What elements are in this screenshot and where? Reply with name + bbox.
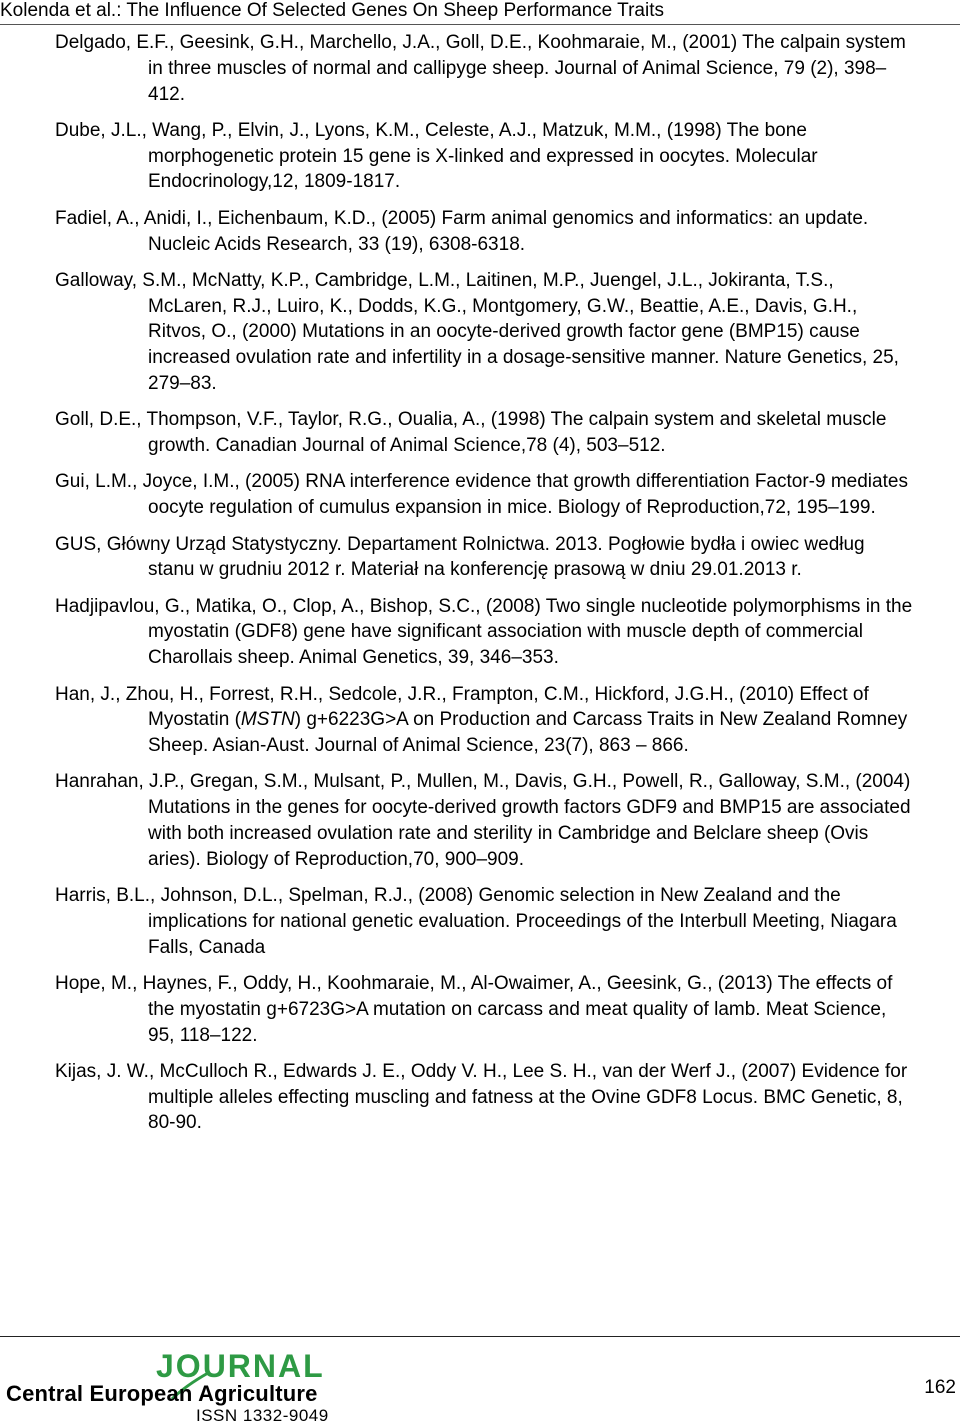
running-title: Kolenda et al.: The Influence Of Selected Genes On Sheep Performance Traits	[0, 0, 664, 21]
reference-entry: Goll, D.E., Thompson, V.F., Taylor, R.G., Oualia, A., (1998) The calpain system and skeletal muscle growth. Canadian Journal of Animal Science,78 (4), 503–512.	[55, 409, 887, 457]
gene-symbol: MSTN	[240, 709, 295, 731]
footer-divider	[0, 1336, 960, 1337]
reference-list	[55, 30, 915, 1147]
reference-entry: Harris, B.L., Johnson, D.L., Spelman, R.J., (2008) Genomic selection in New Zealand and the implications for national genetic evaluation. Proceedings of the Interbull Meeting, Niagara Falls, Canada	[55, 885, 897, 958]
reference-entry: Hadjipavlou, G., Matika, O., Clop, A., Bishop, S.C., (2008) Two single nucleotide polymorphisms in the myostatin (GDF8) gene have significant association with muscle depth of commercial Charollais sheep. Animal Genetics, 39, 346–353.	[55, 595, 913, 669]
reference-entry: Kijas, J. W., McCulloch R., Edwards J. E., Oddy V. H., Lee S. H., van der Werf J., (2007) Evidence for multiple alleles effecting muscling and fatness at the Ovine GDF8 Locus. BMC Genetic, 8, 80-90.	[55, 1060, 908, 1134]
page-number: 162	[924, 1377, 956, 1398]
journal-logo	[0, 1349, 340, 1428]
reference-entry: Dube, J.L., Wang, P., Elvin, J., Lyons, K.M., Celeste, A.J., Matzuk, M.M., (1998) The bone morphogenetic protein 15 gene is X-linked and expressed in oocytes. Molecular Endocrinology,12, 1809-1817.	[55, 119, 818, 193]
logo-journal-text: JOURNAL	[156, 1348, 325, 1384]
reference-entry: Hope, M., Haynes, F., Oddy, H., Koohmaraie, M., Al-Owaimer, A., Geesink, G., (2013) The effects of the myostatin g+6723G>A mutation on carcass and meat quality of lamb. Meat Science, 95, 118–122.	[55, 973, 893, 1046]
logo-title-text: Central European Agriculture	[6, 1381, 318, 1406]
reference-entry: Galloway, S.M., McNatty, K.P., Cambridge, L.M., Laitinen, M.P., Juengel, J.L., Jokiranta, T.S., McLaren, R.J., Luiro, K., Dodds, K.G., Montgomery, G.W., Beattie, A.E., Davis, G.H., Ritvos, O., (2000) Mutations in an oocyte-derived growth factor gene (BMP15) cause increased ovulation rate and infertility in a dosage-sensitive manner. Nature Genetics, 25, 279–83.	[55, 269, 899, 395]
logo-issn-text: ISSN 1332-9049	[196, 1406, 329, 1425]
reference-entry: Han, J., Zhou, H., Forrest, R.H., Sedcole, J.R., Frampton, C.M., Hickford, J.G.H., (2010) Effect of Myostatin (MSTN) g+6223G>A on Production and Carcass Traits in New Zealand Romney Sheep. Asian-Aust. Journal of Animal Science, 23(7), 863 – 866.	[55, 683, 908, 757]
reference-entry: Hanrahan, J.P., Gregan, S.M., Mulsant, P., Mullen, M., Davis, G.H., Powell, R., Galloway, S.M., (2004) Mutations in the genes for oocyte-derived growth factors GDF9 and BMP15 are associated with both increased ovulation rate and sterility in Cambridge and Belclare sheep (Ovis aries). Biology of Reproduction,70, 900–909.	[55, 771, 911, 870]
reference-entry: Fadiel, A., Anidi, I., Eichenbaum, K.D., (2005) Farm animal genomics and informatics: an update. Nucleic Acids Research, 33 (19), 6308-6318.	[55, 207, 869, 255]
running-header	[0, 0, 960, 25]
reference-entry: GUS, Główny Urząd Statystyczny. Departament Rolnictwa. 2013. Pogłowie bydła i owiec według stanu w grudniu 2012 r. Materiał na konferencję prasową w dniu 29.01.2013 r.	[55, 533, 865, 581]
reference-entry: Delgado, E.F., Geesink, G.H., Marchello, J.A., Goll, D.E., Koohmaraie, M., (2001) The calpain system in three muscles of normal and callipyge sheep. Journal of Animal Science, 79 (2), 398–412.	[55, 32, 906, 105]
reference-entry: Gui, L.M., Joyce, I.M., (2005) RNA interference evidence that growth differentiation Factor-9 mediates oocyte regulation of cumulus expansion in mice. Biology of Reproduction,72, 195–199.	[55, 471, 908, 519]
